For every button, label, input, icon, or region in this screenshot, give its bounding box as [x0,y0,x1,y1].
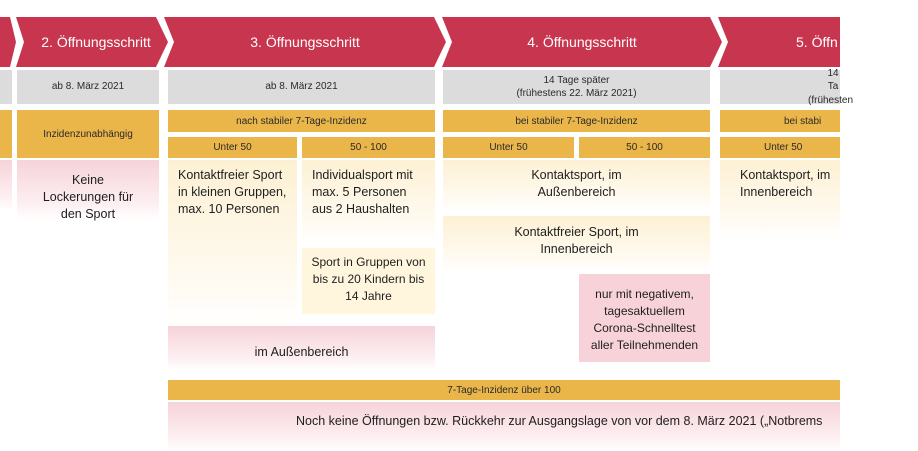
footer-panel [168,402,840,451]
step-4-chevron [442,17,722,67]
step-4-contactfree-indoor: Kontaktfreier Sport, im Innenbereich [514,225,639,256]
step-5-contact-indoor: Kontaktsport, im Innenbereich [740,168,831,199]
step-4-incidence-mid: 50 - 100 [579,137,710,158]
step-2-title: 2. Öffnungsschritt [41,34,151,50]
step-2-text: Keine Lockerungen für den Sport [42,173,134,221]
step-4-title: 4. Öffnungsschritt [527,34,637,50]
step-1-condition-band [0,110,12,158]
step-3-mid-panel [302,160,435,244]
step-4-contact-outdoor-panel [443,160,710,212]
step-3-mid-panel-2 [302,248,435,314]
step-5-chevron [718,17,840,67]
step-5-condition: bei stabi [720,110,840,132]
step-3-mid-text-2: Sport in Gruppen von bis zu 20 Kindern bis 14 Jahre [311,255,426,303]
step-5-date-line2: (frühesten [808,94,854,106]
step-3-outdoor-panel [168,326,435,370]
step-4-date-line2: (frühestens 22. März 2021) [516,88,637,99]
step-3-chevron [164,17,446,67]
footer-text: Noch keine Öffnungen bzw. Rückkehr zur Ausgangslage von vor dem 8. März 2021 („Notbrems [296,414,823,428]
step-3-incidence-mid: 50 - 100 [302,137,435,158]
step-5-date-line1: 14 Ta [827,67,839,93]
step-4-test-note: nur mit negativem, tagesaktuellem Corona-Schnelltest aller Teilnehmenden [590,287,699,352]
footer-incidence-band: 7-Tage-Inzidenz über 100 [168,380,840,400]
step-4-contactfree-indoor-panel [443,216,710,272]
step-3-condition: nach stabiler 7-Tage-Inzidenz [168,110,435,132]
step-3-outdoor-label: im Außenbereich [254,345,349,359]
step-3-low-text: Kontaktfreier Sport in kleinen Gruppen, max. 10 Personen [178,168,287,216]
step-3-incidence-low: Unter 50 [168,137,297,158]
step-2-date: ab 8. März 2021 [17,70,159,104]
step-5-incidence-low: Unter 50 [720,137,840,158]
step-2-content [17,160,159,220]
step-4-incidence-low: Unter 50 [443,137,574,158]
step-4-date-line1: 14 Tage später [543,74,610,86]
step-2-condition: Inzidenzunabhängig [17,110,159,158]
step-1-content-panel [0,160,12,210]
step-4-condition: bei stabiler 7-Tage-Inzidenz [443,110,710,132]
step-5-date [720,67,854,106]
step-4-contact-outdoor: Kontaktsport, im Außenbereich [531,168,622,199]
step-5-contact-indoor-panel [720,160,840,240]
step-3-mid-text: Individualsport mit max. 5 Personen aus 2 Haushalten [312,168,413,216]
step-1-date-band [0,70,12,104]
step-3-low-panel [168,160,297,325]
step-2-chevron [16,17,168,67]
step-5-title: 5. Öffn [796,34,838,50]
step-4-test-note-panel [579,274,710,362]
step-3-title: 3. Öffnungsschritt [250,34,360,50]
step-3-date: ab 8. März 2021 [168,70,435,104]
step-4-date [443,70,710,104]
